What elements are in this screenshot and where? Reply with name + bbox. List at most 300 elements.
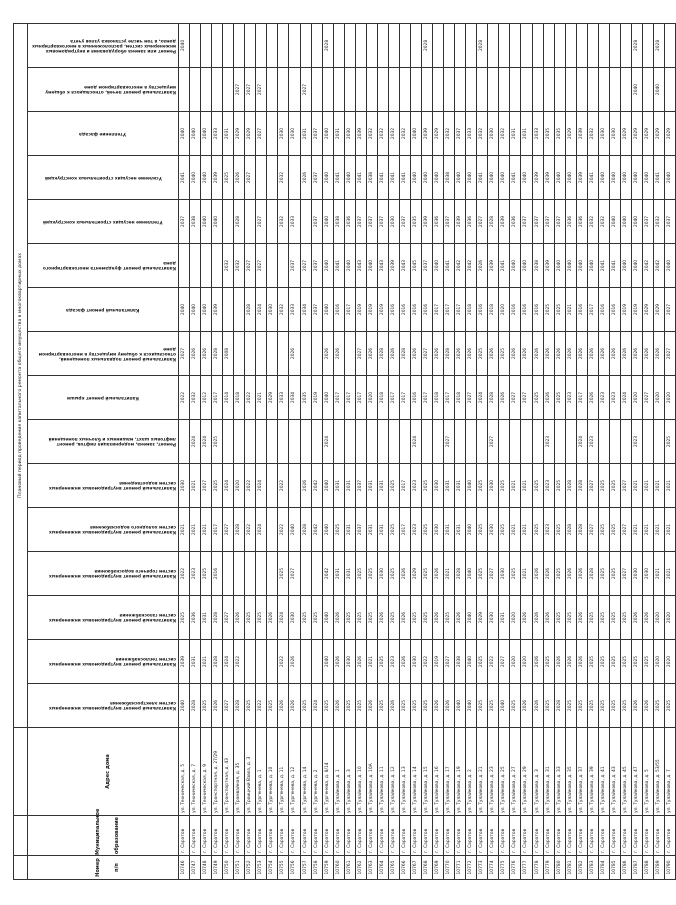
table-cell: 2026 [521,684,532,728]
table-cell: 2031 [377,508,388,552]
table-cell: 2026 [554,640,565,684]
table-cell: 10774 [488,856,499,880]
table-cell: 2019 [377,288,388,332]
column-header [28,112,179,156]
table-cell: г. Саратов [201,816,212,856]
table-cell: 2016 [532,288,543,332]
table-cell [488,23,499,67]
table-cell: 2031 [344,552,355,596]
table-cell: 2040 [212,200,223,244]
table-cell: 2016 [609,288,620,332]
table-cell [565,23,576,67]
table-cell: 2040 [201,200,212,244]
table-cell: 2027 [300,68,311,112]
table-cell: 2040 [201,288,212,332]
table-cell: 2028 [554,684,565,728]
table-cell [410,23,421,67]
table-cell [256,23,267,67]
table-cell: 2029 [245,112,256,156]
table-cell: 10759 [322,856,333,880]
table-cell: 2016 [410,288,421,332]
table-cell: 2030 [289,596,300,640]
table-cell: 2021 [654,508,665,552]
table-cell: 10752 [245,856,256,880]
table-cell: ул. Тулайкова, д. 11 [377,728,388,816]
table-cell: 2033 [278,376,289,420]
table-cell: ул. Тулайкова, д. 35 [565,728,576,816]
table-cell: 2040 [521,156,532,200]
table-row [377,23,388,879]
table-cell: 2016 [399,288,410,332]
table-cell [212,244,223,288]
table-cell [344,332,355,376]
table-cell: 2027 [223,596,234,640]
table-cell [190,23,201,67]
table-cell: 2017 [433,288,444,332]
table-cell: 2026 [355,640,366,684]
table-cell: 2028 [587,552,598,596]
table-cell: 2032 [587,112,598,156]
table-cell: 2040 [631,68,642,112]
table-cell: 2031 [344,464,355,508]
table-cell: 2041 [333,156,344,200]
table-cell: г. Саратов [576,816,587,856]
column-header-label: Капитальный ремонт фасада [66,307,140,312]
table-cell: 10771 [455,856,466,880]
column-header-label: Капитальный ремонт внутридомовых инженерных систем водоотведения [48,480,176,491]
table-cell: 10788 [642,856,653,880]
table-cell: 2017 [355,376,366,420]
table-cell: 2027 [587,508,598,552]
table-cell: 2020 [665,640,676,684]
table-cell: 2037 [311,112,322,156]
table-cell [665,68,676,112]
table-cell: 2026 [543,552,554,596]
table-cell: 2019 [311,376,322,420]
table-cell: 2017 [455,288,466,332]
table-cell: 2040 [433,244,444,288]
table-row [543,23,554,879]
table-cell: 2027 [256,200,267,244]
table-row [488,23,499,879]
table-cell: 2023 [587,420,598,464]
table-cell: 2030 [179,464,190,508]
table-cell: 2032 [278,288,289,332]
table-cell: 2026 [654,332,665,376]
table-cell: 2029 [267,376,278,420]
table-cell: 2037 [422,244,433,288]
table-cell [642,420,653,464]
table-cell [466,420,477,464]
column-header-label: Утепление несущих строительных конструкций [43,219,163,224]
table-cell [433,23,444,67]
table-cell [212,23,223,67]
table-cell: 2031 [333,112,344,156]
table-cell: 2019 [366,288,377,332]
table-cell: г. Саратов [278,816,289,856]
table-cell: ул. Тулайкова, д. 41 [598,728,609,816]
table-cell [565,68,576,112]
table-cell: 2025 [388,552,399,596]
table-cell: 2026 [499,376,510,420]
table-cell: 2028 [212,640,223,684]
table-cell: ул. Тулайкова, д. 14 [410,728,421,816]
table-cell [311,68,322,112]
table-cell: 2040 [455,156,466,200]
table-cell: 2039 [532,156,543,200]
table-cell: 2022 [245,464,256,508]
table-cell: 2026 [477,244,488,288]
table-cell [576,68,587,112]
table-cell: 2028 [488,200,499,244]
table-cell: 2027 [665,288,676,332]
table-cell: 2028 [234,508,245,552]
column-header [28,288,179,332]
table-cell: 2040 [201,156,212,200]
table-cell [234,552,245,596]
table-cell: 2030 [488,596,499,640]
table-cell [201,244,212,288]
table-cell: 2030 [344,640,355,684]
table-cell: 2026 [366,332,377,376]
table-cell: 2021 [201,640,212,684]
table-cell: 2030 [289,112,300,156]
table-cell: 2040 [322,508,333,552]
table-cell: 2025 [422,464,433,508]
table-cell: 10786 [620,856,631,880]
table-cell: 2035 [410,200,421,244]
table-cell: 2026 [609,332,620,376]
table-cell: г. Саратов [366,816,377,856]
table-cell: 2026 [466,332,477,376]
table-cell: 2025 [256,596,267,640]
table-cell: 10747 [190,856,201,880]
table-cell: ул. Тулайкова, д. 25 [499,728,510,816]
table-cell: 2016 [576,288,587,332]
table-cell: 2026 [510,332,521,376]
table-cell: 2031 [300,112,311,156]
table-cell [609,420,620,464]
table-cell: 2023 [543,420,554,464]
table-row [631,23,642,879]
table-cell: 10785 [609,856,620,880]
table-cell [245,332,256,376]
table-cell [433,420,444,464]
table-cell: 2030 [388,200,399,244]
table-cell: 2029 [654,288,665,332]
table-cell [190,68,201,112]
table-cell: 2040 [322,288,333,332]
table-cell: 2030 [631,552,642,596]
table-row [399,23,410,879]
table-cell [245,23,256,67]
table-cell: 2029 [565,112,576,156]
table-row [410,23,421,879]
table-cell: г. Саратов [510,816,521,856]
table-cell: 2032 [477,112,488,156]
table-cell: 2039 [576,112,587,156]
table-cell: 2040 [488,156,499,200]
table-cell: 2038 [366,156,377,200]
table-cell: 2027 [587,464,598,508]
table-row [532,23,543,879]
table-cell: 2041 [333,244,344,288]
table-cell: 2017 [388,376,399,420]
table-cell: 2026 [322,332,333,376]
table-row [609,23,620,879]
table-cell: 2030 [410,640,421,684]
table-cell: 2032 [223,244,234,288]
table-cell: 2040 [521,244,532,288]
table-cell: 2040 [466,508,477,552]
table-cell: 2022 [422,640,433,684]
column-header-label: Капитальный ремонт внутридомовых инженерных систем электроснабжения [48,700,176,711]
table-cell: 10749 [212,856,223,880]
table-cell: 2016 [388,288,399,332]
table-cell [256,420,267,464]
table-cell: 2026 [399,640,410,684]
table-cell: 2025 [598,552,609,596]
table-cell: 2040 [322,640,333,684]
table-cell: ул. Транспортная, д. 27/29 [212,728,223,816]
table-cell: г. Саратов [499,816,510,856]
table-cell: г. Саратов [455,816,466,856]
table-cell [499,23,510,67]
table-cell: 2025 [609,464,620,508]
table-cell: 2020 [499,288,510,332]
table-cell: г. Саратов [179,816,190,856]
table-cell: 2025 [344,596,355,640]
table-cell: 2026 [543,596,554,640]
table-cell [267,464,278,508]
table-cell: 2036 [565,200,576,244]
table-cell: 2026 [543,376,554,420]
table-cell [499,68,510,112]
table-cell: 2028 [234,200,245,244]
table-cell: 2025 [422,552,433,596]
table-row [234,23,245,879]
table-cell [366,420,377,464]
table-cell: 2020 [366,376,377,420]
table-cell [422,68,433,112]
table-cell: 2043 [355,244,366,288]
table-cell: 2037 [642,200,653,244]
table-cell: 2026 [642,684,653,728]
table-cell: 10748 [201,856,212,880]
table-cell: 2021 [642,464,653,508]
table-cell: 2037 [665,200,676,244]
table-row [554,23,565,879]
table-cell [267,68,278,112]
table-cell: 2021 [256,376,267,420]
table-cell: 2037 [289,244,300,288]
table-cell: 2040 [620,156,631,200]
table-cell: 2017 [344,288,355,332]
table-cell: г. Саратов [212,816,223,856]
table-cell: 2041 [598,244,609,288]
table-cell: 2039 [576,156,587,200]
table-cell [510,420,521,464]
table-cell: 10768 [422,856,433,880]
table-cell: 2026 [388,684,399,728]
table-cell: 2025 [609,684,620,728]
table-cell: 2017 [444,288,455,332]
table-cell: 10767 [410,856,421,880]
table-cell: г. Саратов [388,816,399,856]
table-cell: 2029 [665,112,676,156]
table-cell: 2024 [223,464,234,508]
title-row [14,23,28,879]
table-cell: г. Саратов [399,816,410,856]
table-cell: 2017 [212,508,223,552]
table-cell: 2024 [190,420,201,464]
table-cell: 2031 [344,508,355,552]
table-cell: 2026 [433,596,444,640]
table-cell: 2025 [554,376,565,420]
table-cell [543,68,554,112]
table-cell: 2027 [245,68,256,112]
table-cell: 2020 [654,640,665,684]
table-cell: 2022 [278,508,289,552]
table-cell: 2025 [543,288,554,332]
table-cell: 2040 [665,156,676,200]
table-row [477,23,488,879]
table-cell: г. Саратов [333,816,344,856]
table-cell: 2025 [366,596,377,640]
table-cell: 2030 [499,552,510,596]
table-cell: 2029 [410,552,421,596]
table-cell: 2040 [609,200,620,244]
table-cell: 2036 [344,200,355,244]
table-cell: 2028 [212,332,223,376]
table-cell [190,244,201,288]
table-cell: 2016 [510,288,521,332]
table-cell: 2031 [377,464,388,508]
column-header [28,156,179,200]
table-cell: 2026 [488,332,499,376]
table-cell: 2040 [598,156,609,200]
table-cell: 2038 [455,640,466,684]
table-cell [355,68,366,112]
table-cell: 2016 [410,376,421,420]
table-cell: 2022 [234,640,245,684]
table-cell: 2025 [565,596,576,640]
table-cell [300,640,311,684]
table-cell: 2027 [223,508,234,552]
table-cell: 2017 [399,508,410,552]
table-cell: 2018 [433,376,444,420]
table-cell: 10750 [223,856,234,880]
column-header [28,23,179,67]
table-cell: 2025 [422,596,433,640]
table-cell: 2040 [565,244,576,288]
table-cell [278,244,289,288]
table-cell: г. Саратов [609,816,620,856]
column-header [28,508,179,552]
table-cell [245,552,256,596]
table-cell: 2025 [377,640,388,684]
table-cell: 2018 [488,288,499,332]
table-cell: г. Саратов [433,816,444,856]
table-cell: ул. Тулайкова, д. 53/55 [654,728,665,816]
table-cell: 2020 [631,376,642,420]
table-cell: 2025 [179,596,190,640]
table-cell [455,68,466,112]
table-cell: 2027 [179,332,190,376]
table-cell: 2023 [388,640,399,684]
column-header-label: Номер п/п [95,858,120,877]
table-row [333,23,344,879]
table-cell: 2026 [333,332,344,376]
table-row [366,23,377,879]
table-cell: 2042 [654,244,665,288]
table-cell: 2032 [190,376,201,420]
table-cell [300,332,311,376]
table-cell: 2031 [223,112,234,156]
table-cell [223,200,234,244]
table-cell: 2040 [322,596,333,640]
table-cell: 2040 [466,640,477,684]
table-cell: 2025 [477,508,488,552]
column-header [28,244,179,288]
table-cell: 2016 [477,288,488,332]
table-cell: 2021 [521,552,532,596]
table-row [455,23,466,879]
table-cell: 2027 [665,332,676,376]
table-cell: 2030 [609,112,620,156]
table-cell: 2043 [399,244,410,288]
table-cell: 2039 [455,200,466,244]
table-cell: 2037 [377,200,388,244]
table-row [212,23,223,879]
table-row [433,23,444,879]
table-cell: 10770 [444,856,455,880]
table-cell [620,420,631,464]
table-cell: 2028 [422,23,433,67]
table-cell: 2030 [377,552,388,596]
table-cell: 2026 [212,684,223,728]
table-cell: 2027 [620,464,631,508]
table-cell: 2027 [510,376,521,420]
table-cell: 2040 [466,552,477,596]
table-cell: 2026 [642,332,653,376]
table-row [466,23,477,879]
table-cell: 2032 [399,112,410,156]
table-cell: 2030 [267,288,278,332]
table-cell [598,420,609,464]
table-cell: 2026 [455,596,466,640]
table-cell: 2027 [499,640,510,684]
table-cell: 2041 [587,156,598,200]
table-cell: 2025 [410,596,421,640]
table-cell: 2032 [598,200,609,244]
table-cell: 2031 [499,596,510,640]
table-cell: 2032 [278,200,289,244]
column-header [28,808,179,856]
table-cell: 2042 [455,244,466,288]
table-cell: 2037 [366,200,377,244]
table-cell [433,68,444,112]
table-cell: 2020 [654,376,665,420]
table-cell: 2029 [477,596,488,640]
table-cell: 2040 [322,464,333,508]
table-cell: 10760 [333,856,344,880]
table-cell: 2039 [212,288,223,332]
table-row [223,23,234,879]
table-cell: г. Саратов [344,816,355,856]
table-cell: 2026 [433,332,444,376]
table-cell: 2035 [300,376,311,420]
